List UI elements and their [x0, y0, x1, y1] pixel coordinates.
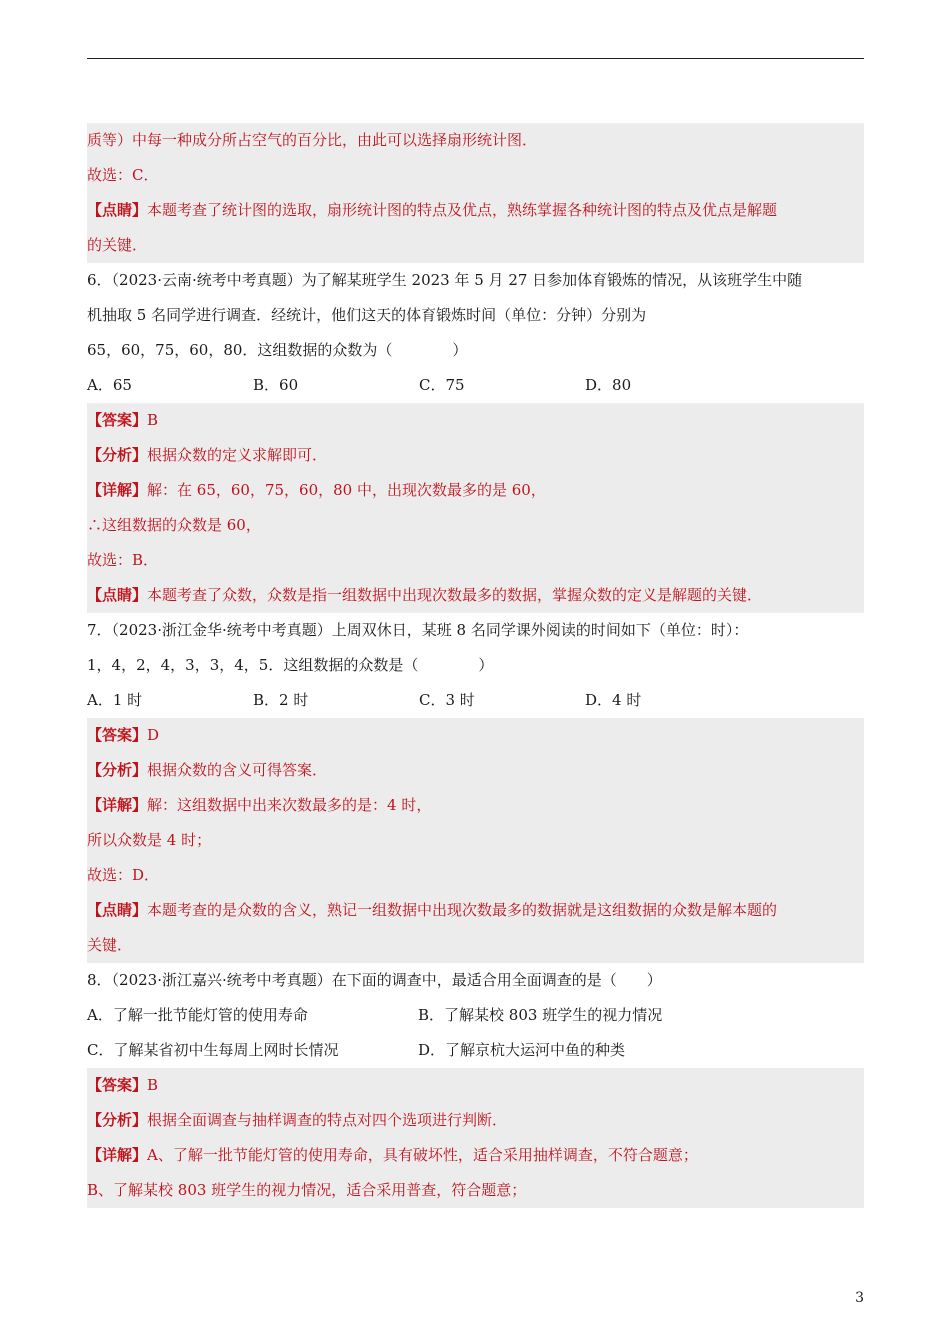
option-b: B．2 时	[253, 691, 309, 709]
analysis-text: 根据众数的含义可得答案．	[147, 761, 328, 779]
option-a: A．了解一批节能灯管的使用寿命	[87, 1006, 308, 1024]
detail-tag: 【详解】	[87, 481, 148, 499]
option-c: C．75	[419, 376, 465, 394]
question-6-line-3: 65，60，75，60，80．这组数据的众数为（ ）	[87, 341, 468, 359]
analysis-line	[87, 438, 864, 473]
comment-tag: 【点睛】	[87, 586, 148, 604]
question-7	[87, 613, 864, 718]
detail-line-2: 所以众数是 4 时；	[87, 831, 212, 849]
answer-line	[87, 1068, 864, 1103]
question-6-line-1: 6．（2023·云南·统考中考真题）为了解某班学生 2023 年 5 月 27 日参加体育锻炼的情况，从该班学生中随	[87, 271, 803, 289]
option-d: D．80	[585, 376, 632, 394]
detail-text: 解：在 65，60，75，60，80 中，出现次数最多的是 60，	[147, 481, 546, 499]
question-8-line-1: 8．（2023·浙江嘉兴·统考中考真题）在下面的调查中，最适合用全面调查的是（ ）	[87, 971, 662, 989]
analysis-text: 根据全面调查与抽样调查的特点对四个选项进行判断．	[147, 1111, 508, 1129]
answer-line	[87, 403, 864, 438]
answer-value: D	[147, 726, 160, 744]
question-6-solution	[87, 403, 864, 613]
comment-line-2: 关键．	[87, 936, 133, 954]
analysis-tag: 【分析】	[87, 1111, 148, 1129]
prev-solution-block	[87, 123, 864, 263]
option-a: A．65	[87, 376, 132, 394]
answer-line	[87, 718, 864, 753]
analysis-line	[87, 753, 864, 788]
prev-solution-line: 质等）中每一种成分所占空气的百分比，由此可以选择扇形统计图．	[87, 131, 538, 149]
detail-text: 解：这组数据中出来次数最多的是：4 时，	[147, 796, 432, 814]
page-content	[87, 123, 864, 1208]
detail-line-3: 故选：D．	[87, 866, 160, 884]
option-c: C．3 时	[419, 691, 475, 709]
question-8-options-row-1	[87, 998, 864, 1033]
option-b: B．了解某校 803 班学生的视力情况	[418, 1006, 663, 1024]
question-8-options-row-2	[87, 1033, 864, 1068]
option-c: C．了解某省初中生每周上网时长情况	[87, 1041, 339, 1059]
question-7-options	[87, 683, 864, 718]
option-d: D．4 时	[585, 691, 642, 709]
page-number: 3	[855, 1290, 864, 1306]
question-6-line-2: 机抽取 5 名同学进行调查．经统计，他们这天的体育锻炼时间（单位：分钟）分别为	[87, 306, 647, 324]
detail-line-3: 故选：B．	[87, 551, 159, 569]
question-7-solution	[87, 718, 864, 963]
detail-tag: 【详解】	[87, 1146, 148, 1164]
comment-line	[87, 893, 864, 928]
question-7-line-1: 7．（2023·浙江金华·统考中考真题）上周双休日，某班 8 名同学课外阅读的时间如下（单位：时）：	[87, 621, 749, 639]
analysis-tag: 【分析】	[87, 761, 148, 779]
answer-value: B	[147, 411, 159, 429]
detail-line	[87, 473, 864, 508]
comment-tag: 【点睛】	[87, 201, 148, 219]
question-7-line-2: 1，4，2，4，3，3，4，5．这组数据的众数是（ ）	[87, 656, 494, 674]
answer-tag: 【答案】	[87, 411, 148, 429]
detail-text: A、了解一批节能灯管的使用寿命，具有破坏性，适合采用抽样调查，不符合题意；	[147, 1146, 698, 1164]
detail-line-2: ∴这组数据的众数是 60，	[87, 516, 261, 534]
prev-comment-line-2: 的关键．	[87, 236, 148, 254]
question-8	[87, 963, 864, 1068]
prev-choice-line: 故选：C．	[87, 166, 159, 184]
comment-text: 本题考查了众数，众数是指一组数据中出现次数最多的数据，掌握众数的定义是解题的关键．	[147, 586, 763, 604]
comment-line	[87, 578, 864, 613]
answer-tag: 【答案】	[87, 1076, 148, 1094]
comment-text: 本题考查的是众数的含义，熟记一组数据中出现次数最多的数据就是这组数据的众数是解本题的	[147, 901, 778, 919]
analysis-tag: 【分析】	[87, 446, 148, 464]
detail-line	[87, 788, 864, 823]
comment-text: 本题考查了统计图的选取，扇形统计图的特点及优点，熟练掌握各种统计图的特点及优点是解题	[147, 201, 778, 219]
question-6-options	[87, 368, 864, 403]
detail-line-2: B、了解某校 803 班学生的视力情况，适合采用普查，符合题意；	[87, 1181, 527, 1199]
detail-line	[87, 1138, 864, 1173]
question-6	[87, 263, 864, 403]
prev-comment-line	[87, 193, 864, 228]
option-b: B．60	[253, 376, 299, 394]
question-8-solution	[87, 1068, 864, 1208]
analysis-text: 根据众数的定义求解即可．	[147, 446, 328, 464]
detail-tag: 【详解】	[87, 796, 148, 814]
answer-value: B	[147, 1076, 159, 1094]
option-d: D．了解京杭大运河中鱼的种类	[418, 1041, 626, 1059]
option-a: A．1 时	[87, 691, 143, 709]
answer-tag: 【答案】	[87, 726, 148, 744]
analysis-line	[87, 1103, 864, 1138]
header-rule	[87, 58, 864, 59]
comment-tag: 【点睛】	[87, 901, 148, 919]
